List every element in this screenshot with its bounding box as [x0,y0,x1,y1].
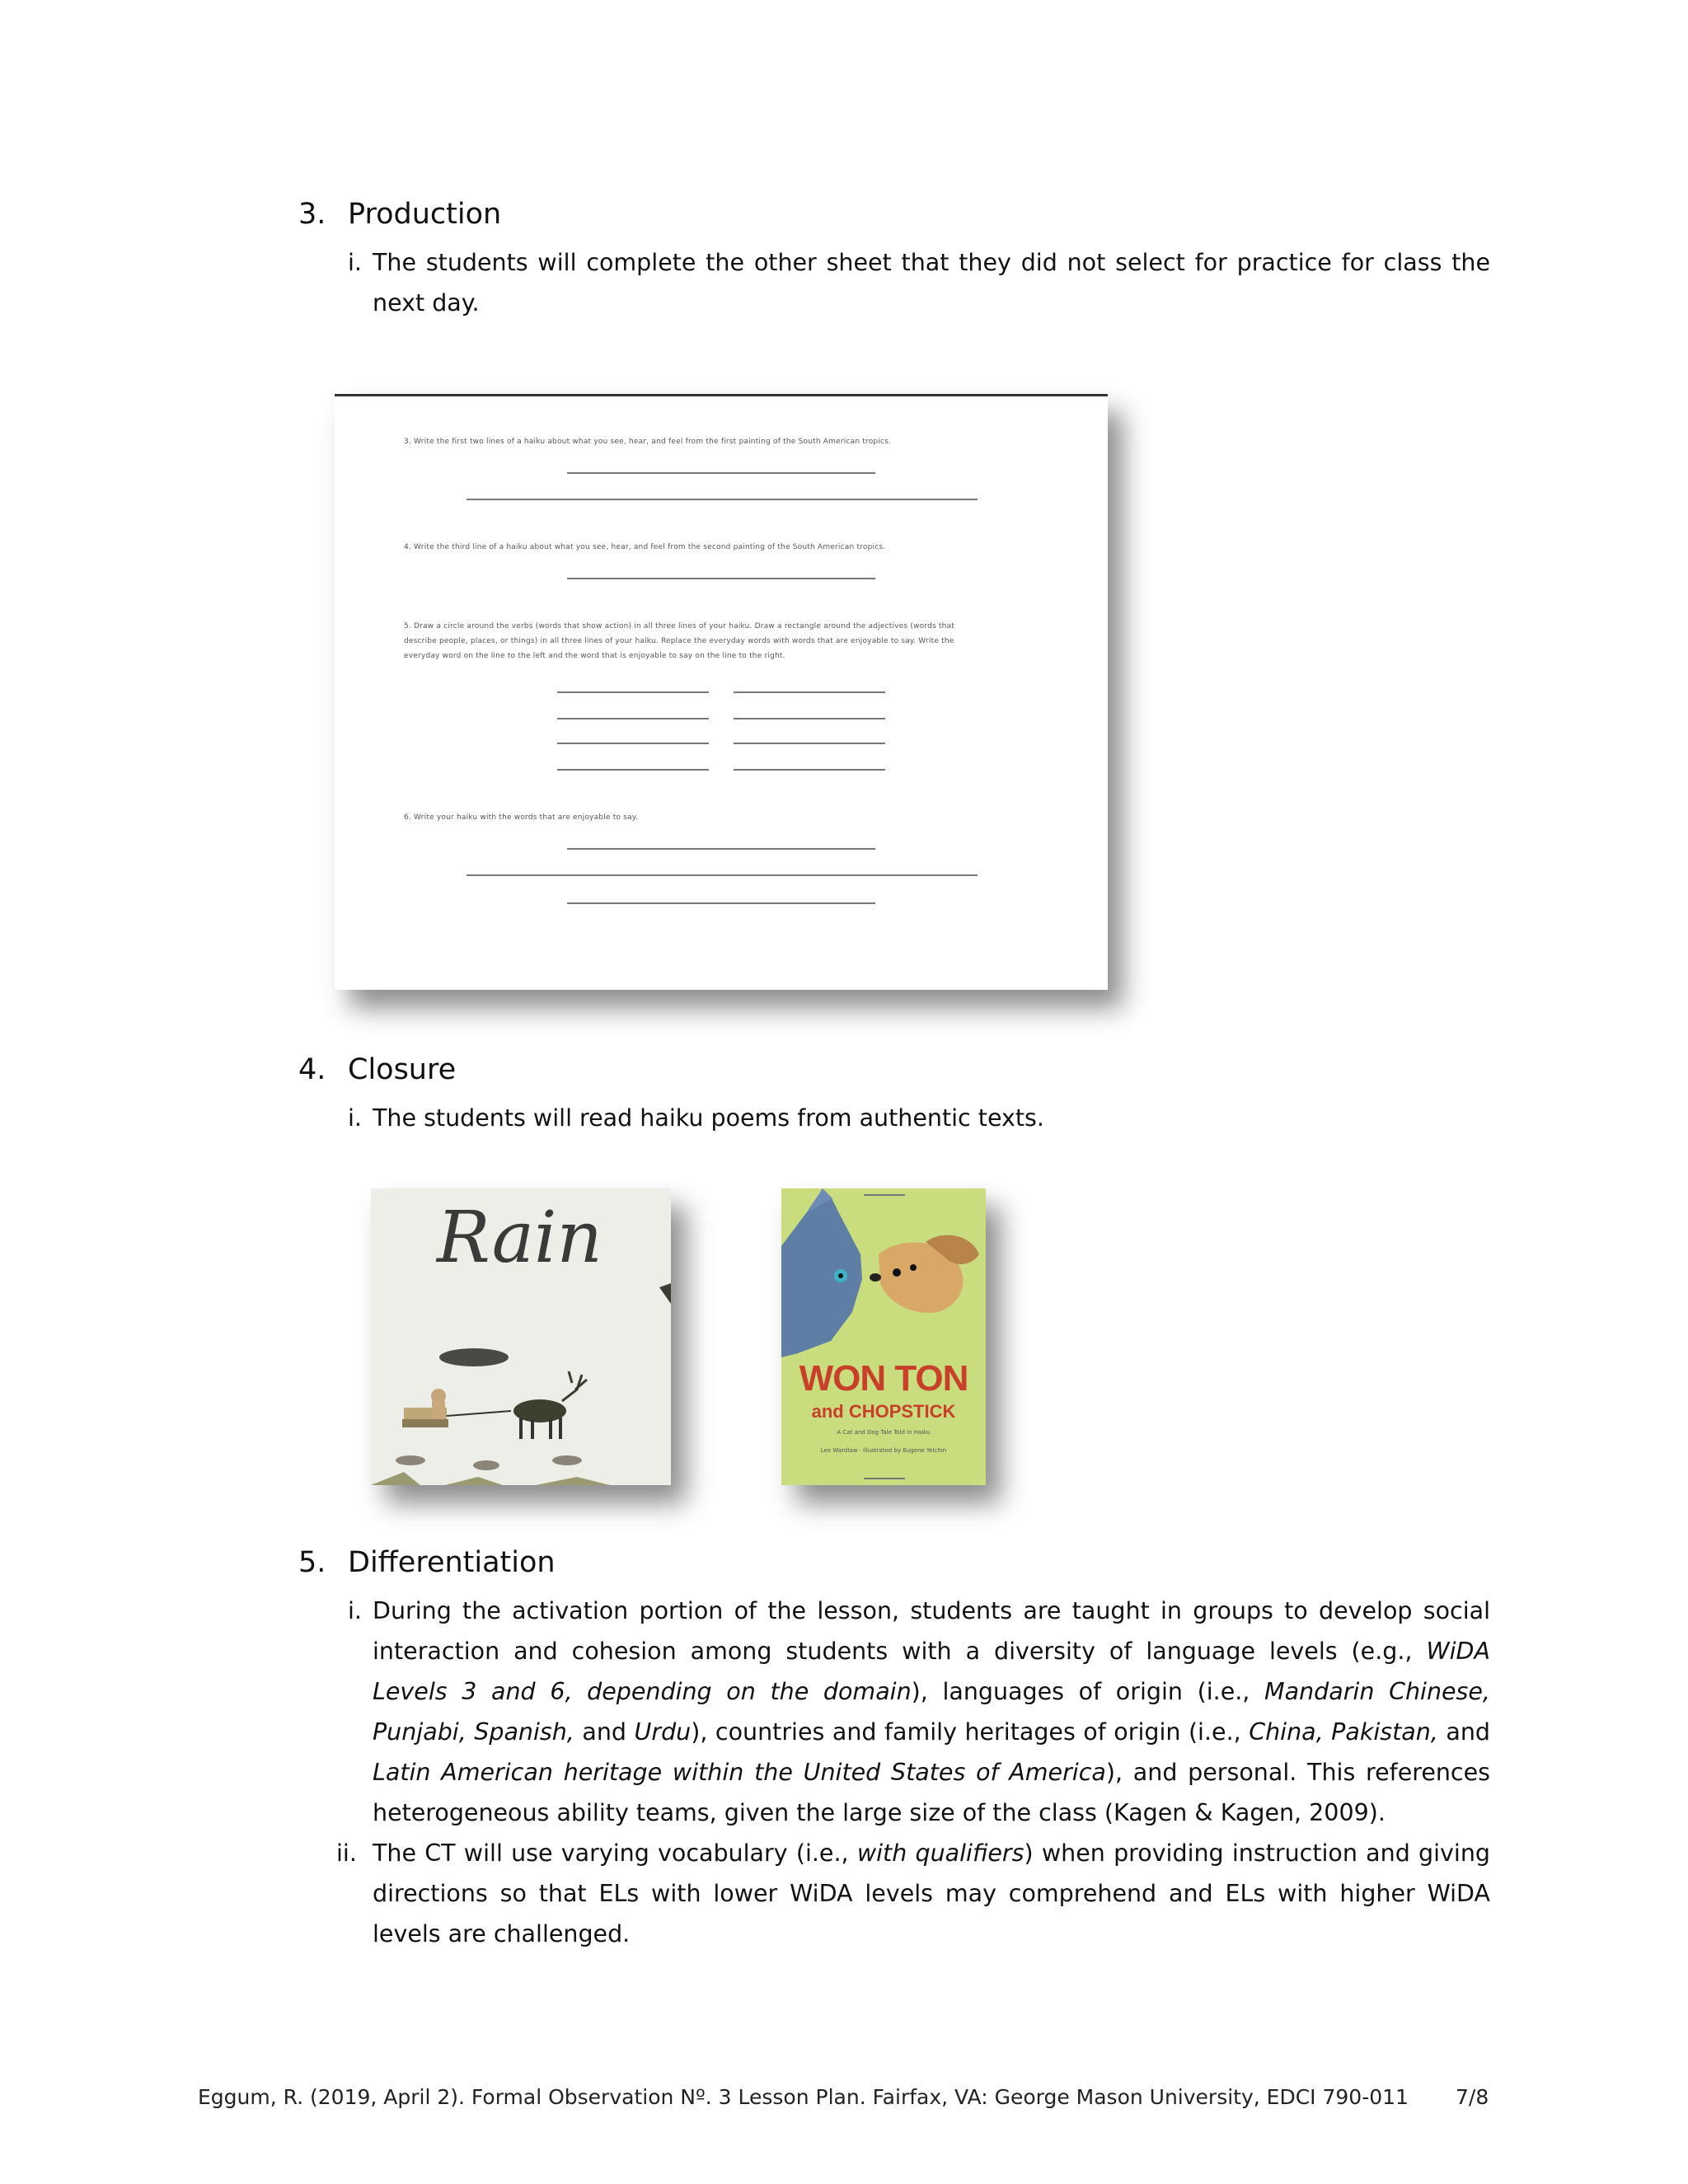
book-cover-rain [371,1188,671,1485]
section-5-item-2-label: ii. [336,1840,357,1867]
answer-line [567,472,875,474]
answer-line [557,743,709,744]
answer-line [567,902,875,904]
footer-citation: Eggum, R. (2019, April 2). Formal Observation Nº. 3 Lesson Plan. Fairfax, VA: George Mason University, EDCI 790-011 [198,2085,1409,2109]
answer-line [467,874,978,876]
section-4-item-1-label: i. [348,1104,362,1132]
section-5-item-1-text: During the activation portion of the lesson, students are taught in groups to develop social interaction and cohesion among students with a diversity of language levels (e.g., WiDA Levels 3 and 6, depending on the domain), languages of origin (i.e., Mandarin Chinese, Punjabi, Spanish, and Urdu), countries and family heritages of origin (i.e., China, Pakistan, and Latin American heritage within the United States of America), and personal. This references heterogeneous ability teams, given the large size of the class (Kagen & Kagen, 2009). [373,1597,1490,1826]
section-5-number: 5. [298,1546,326,1579]
answer-line [734,769,885,771]
worksheet-question-3: 3. Write the first two lines of a haiku about what you see, hear, and feel from the first painting of the South American tropics. [404,438,892,446]
page-number: 7/8 [1456,2085,1489,2109]
answer-line [567,578,875,579]
section-3-title: Production [348,198,502,231]
answer-line [557,718,709,719]
book-title-won-ton: WON TON [799,1358,968,1399]
worksheet-question-5-line-1: 5. Draw a circle around the verbs (words that show action) in all three lines of your haiku. Draw a rectangle around the adjectives (words that [404,622,955,630]
answer-line [734,743,885,744]
section-5-item-2-text: The CT will use varying vocabulary (i.e., with qualifiers) when providing instruction and giving directions so that ELs with lower WiDA levels may comprehend and ELs with higher WiDA levels are challenged. [373,1840,1490,1947]
answer-line [557,769,709,771]
cat-and-dog-illustration [781,1188,986,1485]
worksheet-question-5-line-3: everyday word on the line to the left and the word that is enjoyable to say on the line to the right. [404,652,785,660]
answer-line [734,691,885,693]
answer-line [467,499,978,500]
section-4-item-1-text: The students will read haiku poems from authentic texts. [373,1104,1044,1132]
section-3-item-1-text: The students will complete the other sheet that they did not select for practice for class the next day. [373,249,1490,316]
section-3-number: 3. [298,198,326,231]
section-4-title: Closure [348,1053,457,1086]
book-title-rain: Rain [437,1197,603,1279]
worksheet-question-4: 4. Write the third line of a haiku about what you see, hear, and feel from the second painting of the South American tropics. [404,543,886,551]
section-4-number: 4. [298,1053,326,1086]
book-cover-won-ton-and-chopstick [781,1188,986,1485]
worksheet-image [335,394,1108,990]
book-tagline: A Cat and Dog Tale Told in Haiku [837,1429,931,1436]
section-5-title: Differentiation [348,1546,556,1579]
answer-line [734,718,885,719]
answer-line [567,848,875,850]
sled-illustration [371,1188,671,1485]
section-3-item-1-label: i. [348,249,362,276]
book-subtitle-chopstick: and CHOPSTICK [811,1401,956,1422]
book-credits: Lee Wardlaw · illustrated by Eugene Yelchin [820,1447,947,1454]
worksheet-question-6: 6. Write your haiku with the words that are enjoyable to say. [404,813,639,822]
worksheet-question-5-line-2: describe people, places, or things) in all three lines of your haiku. Replace the everyday words with words that are enjoyable to say. Write the [404,637,954,645]
answer-line [557,691,709,693]
section-5-item-1-label: i. [348,1597,362,1624]
